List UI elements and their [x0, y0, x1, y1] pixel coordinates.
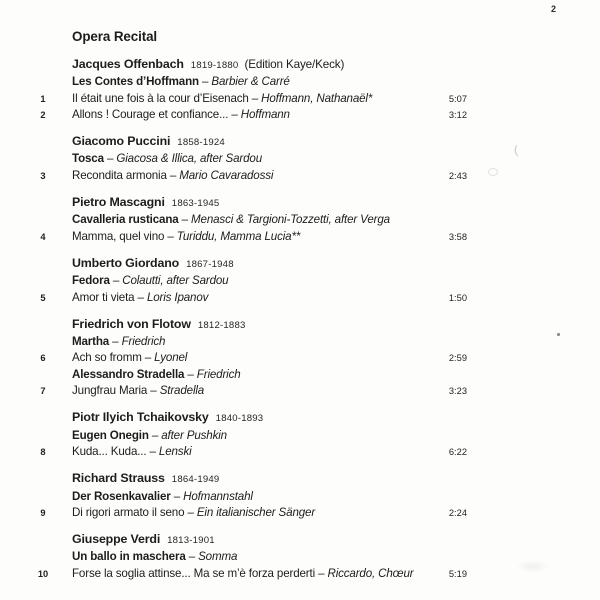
track-time: 3:23 — [448, 386, 467, 397]
track-performers: Hoffmann — [240, 107, 290, 121]
track-time: 1:50 — [448, 292, 467, 303]
work-line — [0, 549, 600, 565]
work-authors: Somma — [198, 550, 238, 564]
track-title: Il était une fois à la cour d’Eisenach — [72, 91, 249, 105]
composer-line — [0, 133, 600, 151]
track-performers: Stradella — [159, 384, 205, 398]
track-number: 9 — [40, 507, 46, 518]
track-time: 2:43 — [448, 170, 467, 181]
composer-dates: 1819-1880 — [190, 60, 239, 71]
track-number: 8 — [40, 446, 46, 457]
separator: – — [109, 335, 122, 349]
separator: – — [184, 367, 197, 381]
track-row — [0, 91, 600, 107]
work-title: Les Contes d’Hoffmann — [72, 75, 199, 89]
work-authors: after Pushkin — [161, 428, 227, 442]
composer-line — [0, 316, 600, 334]
track-time: 2:59 — [448, 353, 467, 364]
track-performers: Loris Ipanov — [146, 290, 209, 304]
composer-section — [0, 409, 600, 460]
separator: – — [147, 384, 160, 398]
separator: – — [248, 91, 262, 105]
page-number: 2 — [550, 4, 556, 14]
separator: – — [141, 351, 155, 365]
work-title: Martha — [72, 335, 110, 349]
work-line — [0, 428, 600, 444]
work-line — [0, 74, 600, 90]
work-authors: Barbier & Carré — [211, 75, 290, 89]
composer-name: Jacques Offenbach — [72, 57, 184, 71]
track-time: 6:22 — [448, 446, 467, 457]
track-title: Ach so fromm — [72, 351, 142, 365]
composer-name: Giacomo Puccini — [72, 134, 171, 149]
scan-artifact: ( — [513, 142, 519, 158]
composer-name: Giuseppe Verdi — [72, 532, 161, 547]
composer-section — [0, 531, 600, 582]
track-performers: Riccardo, Chœur — [327, 566, 414, 580]
track-row — [0, 505, 600, 521]
composer-dates: 1812-1883 — [197, 319, 246, 331]
composer-dates: 1864-1949 — [171, 474, 220, 486]
work-line — [0, 367, 600, 383]
track-list — [0, 56, 600, 582]
separator: – — [103, 152, 117, 166]
separator: – — [148, 428, 162, 442]
composer-dates: 1863-1945 — [171, 198, 220, 210]
track-performers: Ein italianischer Sänger — [196, 505, 316, 519]
composer-dates: 1813-1901 — [167, 535, 215, 547]
track-number: 7 — [40, 386, 46, 397]
work-authors: Friedrich — [121, 335, 166, 349]
track-row — [0, 350, 600, 366]
track-title: Amor ti vieta — [72, 290, 135, 304]
track-title: Kuda... Kuda... — [72, 444, 147, 458]
composer-line — [0, 56, 600, 74]
work-title: Fedora — [72, 274, 110, 288]
separator: – — [178, 213, 192, 227]
track-number: 6 — [40, 353, 46, 364]
track-performers: Lenski — [158, 444, 192, 458]
separator: – — [134, 290, 147, 304]
composer-line — [0, 409, 600, 427]
track-row — [0, 229, 600, 245]
track-number: 1 — [40, 93, 46, 104]
track-row — [0, 444, 600, 460]
work-authors: Menasci & Targioni-Tozzetti, after Verga — [191, 213, 390, 227]
work-authors: Hofmannstahl — [183, 489, 253, 503]
track-performers: Turiddu, Mamma Lucia** — [176, 229, 301, 243]
separator: – — [198, 75, 212, 89]
track-time: 2:24 — [448, 507, 467, 518]
composer-name: Umberto Giordano — [72, 255, 180, 270]
separator: – — [315, 566, 328, 580]
composer-line — [0, 470, 600, 488]
work-line — [0, 489, 600, 505]
separator: – — [146, 444, 159, 458]
work-title: Der Rosenkavalier — [72, 489, 171, 503]
composer-dates: 1840-1893 — [215, 413, 264, 425]
separator: – — [109, 274, 123, 288]
work-title: Alessandro Stradella — [72, 367, 185, 381]
composer-note: (Edition Kaye/Keck) — [244, 58, 345, 71]
composer-section — [0, 470, 600, 521]
separator: – — [164, 229, 177, 243]
separator: – — [170, 489, 184, 503]
separator: – — [228, 107, 241, 121]
track-time: 5:19 — [448, 568, 467, 579]
composer-section — [0, 194, 600, 245]
track-number: 4 — [40, 231, 46, 242]
track-time: 5:07 — [448, 93, 467, 104]
composer-section — [0, 316, 600, 399]
track-row — [0, 290, 600, 306]
composer-line — [0, 255, 600, 273]
work-title: Tosca — [72, 152, 104, 166]
track-number: 10 — [37, 568, 49, 579]
work-line — [0, 151, 600, 167]
work-line — [0, 334, 600, 350]
track-number: 3 — [40, 170, 46, 181]
work-title: Cavalleria rusticana — [72, 213, 179, 227]
composer-dates: 1867-1948 — [186, 258, 234, 270]
separator: – — [166, 168, 180, 182]
track-title: Recondita armonia — [72, 168, 167, 182]
track-time: 3:12 — [448, 109, 467, 120]
work-line — [0, 212, 600, 228]
composer-dates: 1858-1924 — [177, 137, 225, 149]
composer-line — [0, 194, 600, 212]
track-row — [0, 107, 600, 123]
track-number: 5 — [40, 292, 46, 303]
track-number: 2 — [40, 109, 46, 120]
track-row — [0, 566, 600, 582]
composer-section — [0, 133, 600, 184]
composer-name: Piotr Ilyich Tchaikovsky — [72, 410, 209, 425]
composer-section — [0, 56, 600, 123]
work-line — [0, 273, 600, 289]
work-title: Eugen Onegin — [72, 428, 149, 442]
work-authors: Friedrich — [196, 367, 241, 381]
track-title: Forse la soglia attinse... Ma se m’è forza perderti — [72, 566, 316, 580]
track-performers: Mario Cavaradossi — [179, 168, 274, 182]
track-title: Jungfrau Maria — [72, 384, 148, 398]
composer-line — [0, 531, 600, 549]
track-title: Mamma, quel vino — [72, 229, 165, 243]
separator: – — [184, 505, 197, 519]
composer-section — [0, 255, 600, 306]
track-time: 3:58 — [448, 231, 467, 242]
composer-name: Richard Strauss — [72, 471, 165, 486]
composer-name: Pietro Mascagni — [72, 195, 165, 210]
track-row — [0, 168, 600, 184]
track-title: Allons ! Courage et confiance... — [72, 107, 229, 121]
work-title: Un ballo in maschera — [72, 550, 186, 564]
separator: – — [185, 550, 199, 564]
track-performers: Hoffmann, Nathanaël* — [261, 91, 373, 105]
track-performers: Lyonel — [154, 351, 188, 365]
composer-name: Friedrich von Flotow — [72, 316, 191, 331]
track-title: Di rigori armato il seno — [72, 505, 185, 519]
page-title: Opera Recital — [72, 29, 158, 44]
work-authors: Colautti, after Sardou — [122, 274, 229, 288]
track-row — [0, 383, 600, 399]
work-authors: Giacosa & Illica, after Sardou — [116, 152, 263, 166]
